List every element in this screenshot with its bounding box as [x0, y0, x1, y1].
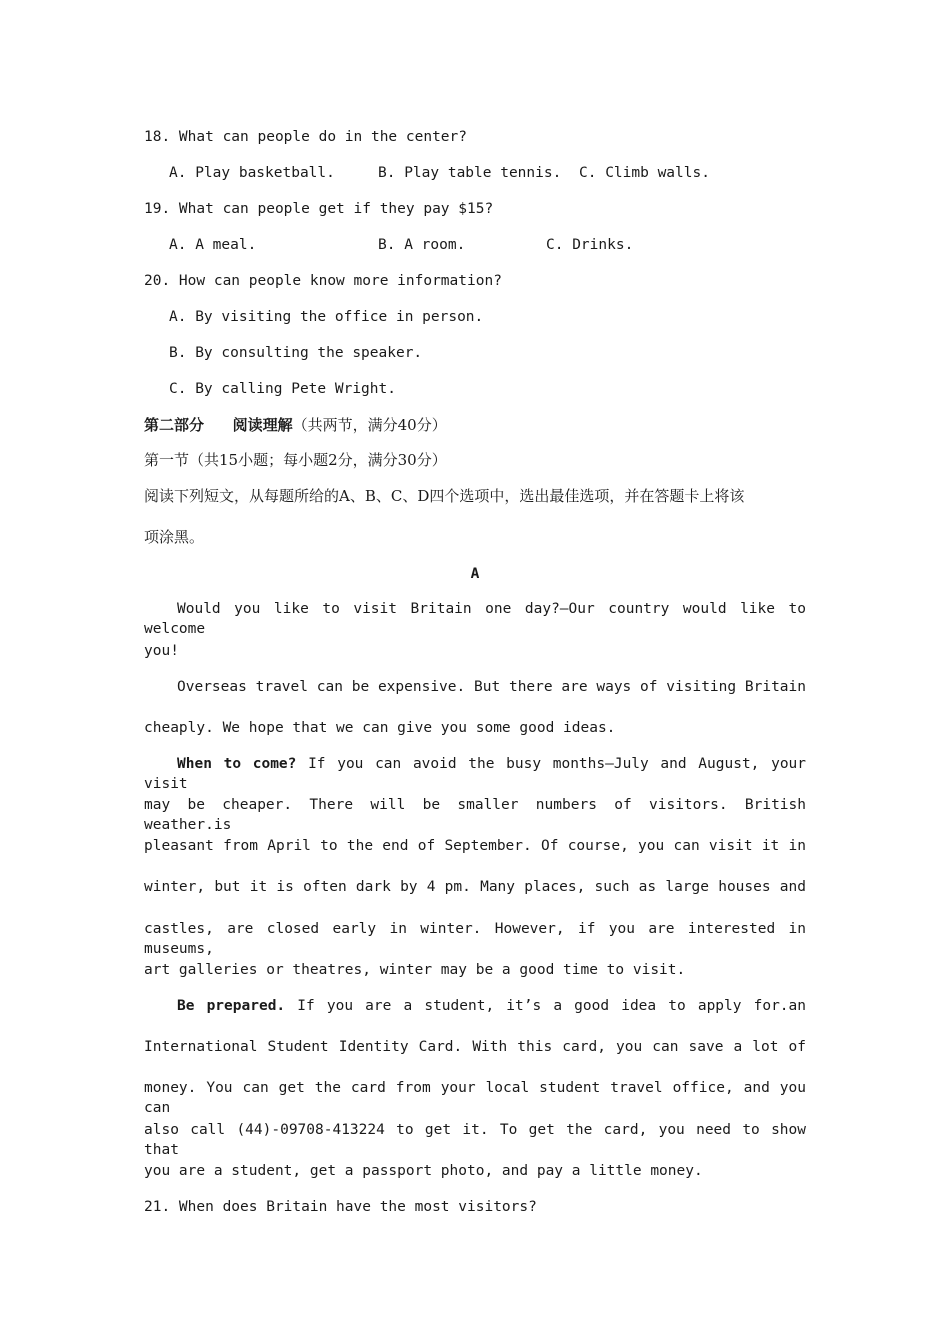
passage-p2-line-2: cheaply. We hope that we can give you some good ideas. [144, 720, 616, 736]
passage-p3-line-5: castles, are closed early in winter. However, if you are interested in museums, [144, 921, 806, 957]
section-one-heading: 第一节（共15小题；每小题2分，满分30分） [144, 451, 447, 469]
part-two-heading [144, 415, 447, 435]
instructions-line-2: 项涂黑。 [144, 528, 205, 546]
passage-p4-line-2: International Student Identity Card. With this card, you can save a lot of [144, 1039, 806, 1055]
passage-p4-line-5: you are a student, get a passport photo, and pay a little money. [144, 1163, 703, 1179]
passage-p3-line-2: may be cheaper. There will be smaller numbers of visitors. British weather.is [144, 797, 806, 833]
passage-p4-heading: Be prepared. [177, 998, 286, 1014]
passage-p3-line-3: pleasant from April to the end of September. Of course, you can visit it in [144, 838, 806, 854]
instructions-line-1: 阅读下列短文，从每题所给的A、B、C、D四个选项中，选出最佳选项，并在答题卡上将该 [144, 487, 745, 505]
passage-p4-line-1: Be prepared. If you are a student, it’s a good idea to apply for.an [177, 998, 806, 1014]
question-19-option-b: B. A room. [378, 237, 466, 253]
passage-p4-line-4: also call (44)-09708-413224 to get it. To get the card, you need to show that [144, 1122, 806, 1158]
question-18-option-a: A. Play basketball. [169, 165, 335, 181]
question-20-option-a: A. By visiting the office in person. [169, 309, 484, 325]
question-20-option-c: C. By calling Pete Wright. [169, 381, 396, 397]
passage-p1-line-2: you! [144, 643, 179, 659]
passage-p3-heading: When to come? [177, 756, 297, 772]
question-18-stem: 18. What can people do in the center? [144, 129, 468, 145]
passage-p4-line-3: money. You can get the card from your local student travel office, and you can [144, 1080, 806, 1116]
part-two-title: 第二部分 [144, 416, 205, 434]
passage-p1-line-1: Would you like to visit Britain one day?—Our country would like to welcome [144, 601, 806, 637]
passage-p3-line-6: art galleries or theatres, winter may be a good time to visit. [144, 962, 686, 978]
question-20-option-b: B. By consulting the speaker. [169, 345, 423, 361]
part-two-name: 阅读理解 [232, 416, 293, 434]
passage-p3-line-4: winter, but it is often dark by 4 pm. Many places, such as large houses and [144, 879, 806, 895]
question-19-option-a: A. A meal. [169, 237, 257, 253]
question-18-option-b: B. Play table tennis. [378, 165, 562, 181]
part-two-score: （共两节，满分40分） [292, 416, 447, 434]
question-21-stem: 21. When does Britain have the most visitors? [144, 1199, 537, 1215]
question-19-option-c: C. Drinks. [546, 237, 634, 253]
passage-label: A [470, 566, 480, 582]
passage-p3-line-1: When to come? If you can avoid the busy months—July and August, your visit [144, 756, 807, 792]
question-20-stem: 20. How can people know more information? [144, 273, 502, 289]
question-18-option-c: C. Climb walls. [579, 165, 710, 181]
question-19-stem: 19. What can people get if they pay $15? [144, 201, 494, 217]
passage-p2-line-1: Overseas travel can be expensive. But there are ways of visiting Britain [177, 679, 806, 695]
